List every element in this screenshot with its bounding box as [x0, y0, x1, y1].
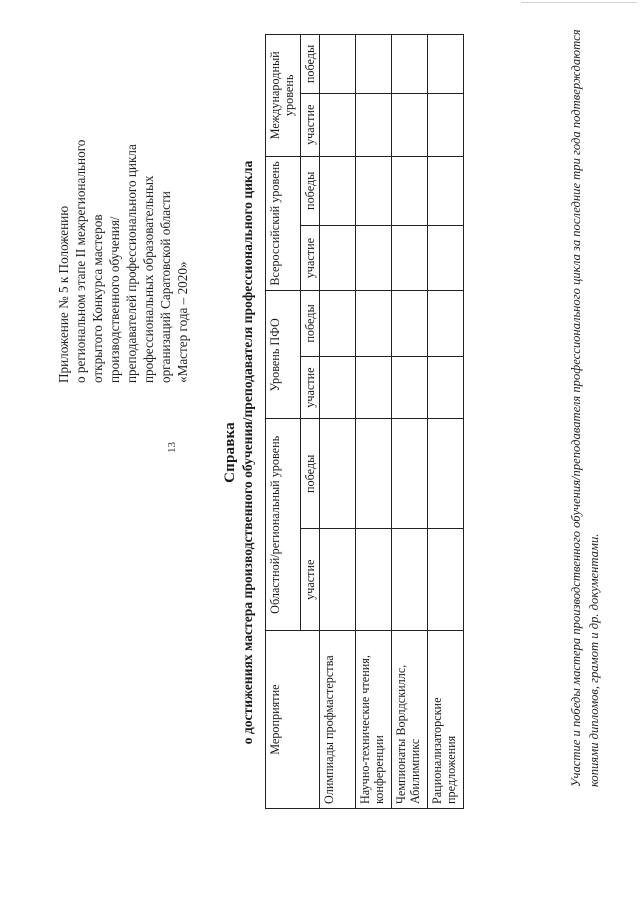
table-cell — [356, 93, 392, 156]
subheader-wins: победы — [301, 419, 320, 529]
table-cell — [428, 419, 464, 529]
appendix-line: преподавателей профессионального цикла — [124, 144, 139, 383]
appendix-line: производственного обучения/ — [107, 216, 122, 383]
table-cell — [392, 291, 428, 356]
table-cell — [356, 225, 392, 290]
table-cell — [356, 35, 392, 94]
table-cell — [392, 93, 428, 156]
subheader-wins: победы — [301, 156, 320, 225]
table-cell — [428, 156, 464, 225]
row-label: Олимпиады профмастерства — [320, 631, 356, 809]
table-cell — [356, 156, 392, 225]
table-cell — [392, 356, 428, 419]
table-row — [392, 35, 428, 809]
table-cell — [320, 419, 356, 529]
header-level-national: Всероссийский уровень — [266, 156, 301, 291]
table-row — [320, 35, 356, 809]
table-cell — [392, 225, 428, 290]
table-cell — [356, 291, 392, 356]
appendix-line: «Мастер года – 2020» — [175, 261, 190, 383]
header-level-pfo: Уровень ПФО — [266, 291, 301, 419]
subheader-participation: участие — [301, 225, 320, 290]
row-label: Рационализаторские предложения — [428, 631, 464, 809]
appendix-line: Приложение № 5 к Положению — [56, 205, 71, 383]
appendix-note — [55, 55, 191, 383]
table-cell — [356, 419, 392, 529]
subheader-participation: участие — [301, 93, 320, 156]
header-event: Мероприятие — [266, 631, 320, 809]
table-cell — [428, 529, 464, 631]
row-label: Чемпионаты Ворлдскиллс, Абилимпикс — [392, 631, 428, 809]
page-number: 13 — [166, 442, 178, 453]
table-cell — [320, 35, 356, 94]
table-cell — [320, 156, 356, 225]
table-cell — [356, 529, 392, 631]
appendix-line: профессиональных образовательных — [141, 175, 156, 383]
achievements-table — [265, 34, 464, 809]
table-cell — [428, 356, 464, 419]
table-cell — [320, 291, 356, 356]
subheader-participation: участие — [301, 356, 320, 419]
table-cell — [392, 156, 428, 225]
table-cell — [392, 35, 428, 94]
table-cell — [392, 529, 428, 631]
table-cell — [320, 93, 356, 156]
table-row — [428, 35, 464, 809]
subheader-wins: победы — [301, 291, 320, 356]
appendix-line: о региональном этапе II межрегионального — [73, 139, 88, 383]
table-cell — [428, 291, 464, 356]
footnote: Участие и победы мастера производственного обучения/преподавателя профессионального цикла за последние три года подтверждаются копиями дипломов, грамот и др. документами. — [569, 29, 601, 787]
table-cell — [320, 225, 356, 290]
table-cell — [356, 356, 392, 419]
header-level-regional: Областной/региональный уровень — [266, 419, 301, 631]
header-level-international: Международный уровень — [266, 35, 301, 157]
table-cell — [428, 93, 464, 156]
table-cell — [392, 419, 428, 529]
subheader-participation: участие — [301, 529, 320, 631]
table-cell — [428, 225, 464, 290]
appendix-line: открытого Конкурса мастеров — [90, 214, 105, 383]
table-cell — [428, 35, 464, 94]
table-cell — [320, 356, 356, 419]
document-title: Справка — [222, 422, 238, 483]
subheader-wins: победы — [301, 35, 320, 94]
table-row — [356, 35, 392, 809]
table-cell — [320, 529, 356, 631]
appendix-line: организаций Саратовской области — [158, 191, 173, 383]
row-label: Научно-технические чтения, конференции — [356, 631, 392, 809]
document-subtitle: о достижениях мастера производственного обучения/преподавателя профессионального цикла — [240, 160, 255, 745]
